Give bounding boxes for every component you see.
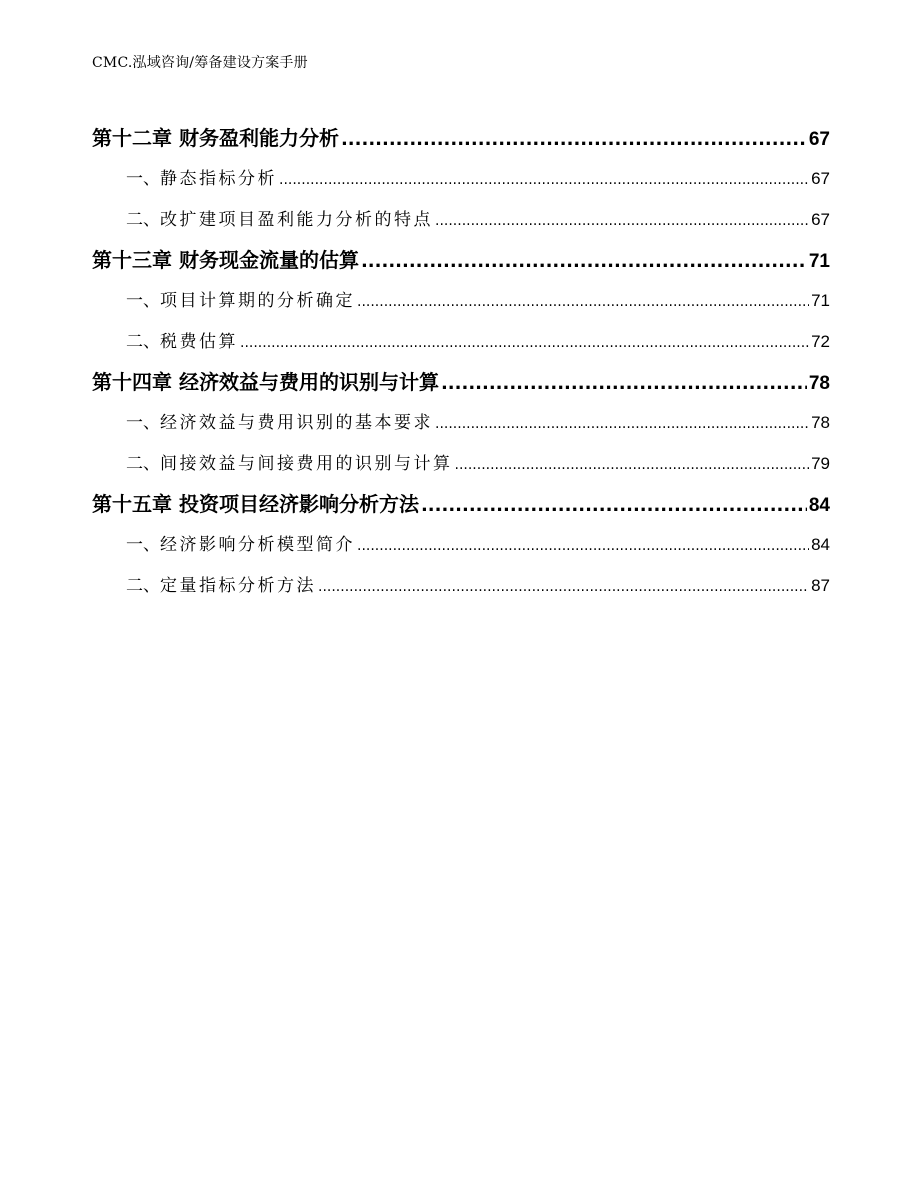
section-page-number: 84 [811, 535, 830, 554]
dot-leader [341, 120, 807, 160]
chapter-page-number: 67 [808, 129, 830, 150]
dot-leader [435, 404, 809, 445]
section-page-number: 67 [811, 210, 830, 229]
section-title: 经济效益与费用识别的基本要求 [160, 413, 433, 433]
section-number: 一、 [126, 291, 160, 311]
dot-leader [435, 201, 809, 242]
chapter-page-number: 84 [808, 495, 830, 516]
dot-leader [421, 486, 807, 526]
chapter-page-number: 71 [808, 251, 830, 272]
dot-leader [279, 160, 809, 201]
toc-section-12-2[interactable] [92, 199, 830, 240]
dot-leader [441, 364, 807, 404]
chapter-page-number: 78 [808, 373, 830, 394]
section-page-number: 87 [811, 576, 830, 595]
section-title: 间接效益与间接费用的识别与计算 [160, 454, 453, 474]
dot-leader [361, 242, 807, 282]
toc-chapter-13[interactable] [92, 240, 830, 280]
section-title: 经济影响分析模型简介 [160, 535, 355, 555]
dot-leader [240, 323, 809, 364]
toc-section-15-1[interactable] [92, 524, 830, 565]
toc-chapter-12[interactable] [92, 118, 830, 158]
page-header: CMC.泓域咨询/筹备建设方案手册 [92, 55, 308, 71]
section-number: 二、 [126, 332, 160, 352]
toc-chapter-14[interactable] [92, 362, 830, 402]
dot-leader [357, 282, 809, 323]
section-title: 改扩建项目盈利能力分析的特点 [160, 210, 433, 230]
section-title: 项目计算期的分析确定 [160, 291, 355, 311]
section-title: 静态指标分析 [160, 169, 277, 189]
section-page-number: 72 [811, 332, 830, 351]
chapter-title: 第十五章 投资项目经济影响分析方法 [92, 492, 419, 516]
section-number: 一、 [126, 535, 160, 555]
dot-leader [357, 526, 809, 567]
section-page-number: 79 [811, 454, 830, 473]
toc-section-14-2[interactable] [92, 443, 830, 484]
section-number: 一、 [126, 413, 160, 433]
section-number: 二、 [126, 210, 160, 230]
toc-chapter-15[interactable] [92, 484, 830, 524]
toc-section-14-1[interactable] [92, 402, 830, 443]
chapter-title: 第十二章 财务盈利能力分析 [92, 126, 339, 150]
section-page-number: 71 [811, 291, 830, 310]
dot-leader [455, 445, 810, 486]
section-number: 一、 [126, 169, 160, 189]
section-number: 二、 [126, 576, 160, 596]
toc-section-12-1[interactable] [92, 158, 830, 199]
section-title: 定量指标分析方法 [160, 576, 316, 596]
chapter-title: 第十四章 经济效益与费用的识别与计算 [92, 370, 439, 394]
toc-section-13-2[interactable] [92, 321, 830, 362]
table-of-contents [92, 118, 830, 606]
toc-section-15-2[interactable] [92, 565, 830, 606]
chapter-title: 第十三章 财务现金流量的估算 [92, 248, 359, 272]
section-page-number: 67 [811, 169, 830, 188]
section-page-number: 78 [811, 413, 830, 432]
toc-section-13-1[interactable] [92, 280, 830, 321]
section-title: 税费估算 [160, 332, 238, 352]
section-number: 二、 [126, 454, 160, 474]
dot-leader [318, 567, 809, 608]
